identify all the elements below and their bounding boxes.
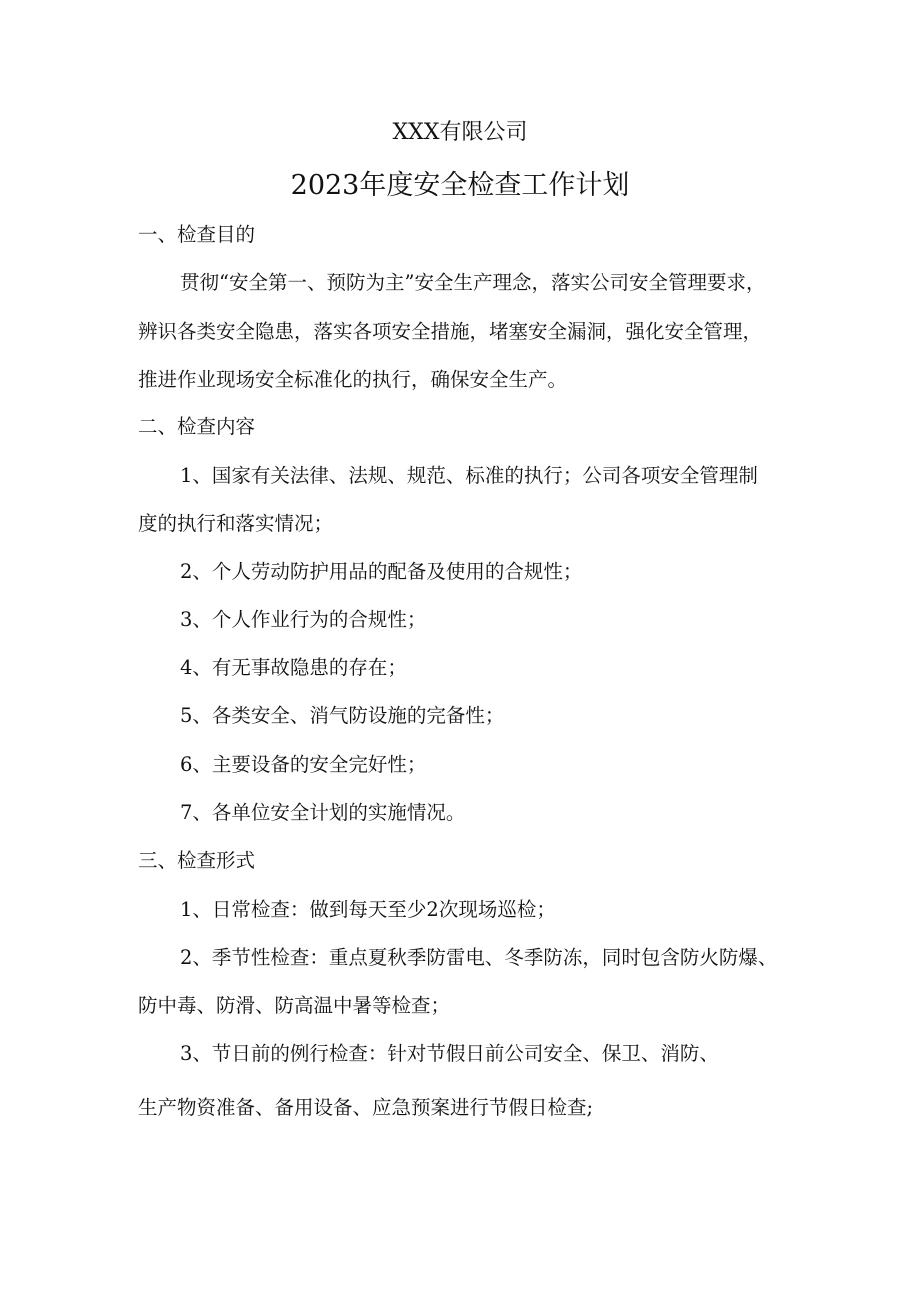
list-item: 3、个人作业行为的合规性； <box>180 608 427 631</box>
list-item: 1、日常检查：做到每天至少2次现场巡检； <box>180 898 556 921</box>
list-item: 2、个人劳动防护用品的配备及使用的合规性； <box>180 560 583 583</box>
paragraph-line: 辨识各类安全隐患，落实各项安全措施，堵塞安全漏洞，强化安全管理， <box>138 320 763 343</box>
document-title: 2023年度安全检查工作计划 <box>290 170 630 201</box>
paragraph-line: 推进作业现场安全标准化的执行，确保安全生产。 <box>138 368 568 391</box>
section-heading-purpose: 一、检查目的 <box>138 223 256 246</box>
list-item: 1、国家有关法律、法规、规范、标准的执行；公司各项安全管理制 <box>180 464 758 487</box>
list-item: 3、节日前的例行检查：针对节假日前公司安全、保卫、消防、 <box>180 1042 719 1065</box>
list-item: 2、季节性检查：重点夏秋季防雷电、冬季防冻，同时包含防火防爆、 <box>180 946 778 969</box>
paragraph-line: 贯彻“安全第一、预防为主”安全生产理念，落实公司安全管理要求， <box>180 271 766 294</box>
list-item: 4、有无事故隐患的存在； <box>180 656 407 679</box>
company-name: XXX有限公司 <box>392 120 528 145</box>
list-item-continuation: 度的执行和落实情况； <box>138 512 334 535</box>
section-heading-content: 二、检查内容 <box>138 415 256 438</box>
list-item-continuation: 防中毒、防滑、防高温中暑等检查； <box>138 994 451 1017</box>
section-heading-format: 三、检查形式 <box>138 849 256 872</box>
list-item: 6、主要设备的安全完好性； <box>180 753 427 776</box>
list-item: 7、各单位安全计划的实施情况。 <box>180 801 466 824</box>
list-item-continuation: 生产物资准备、备用设备、应急预案进行节假日检查; <box>138 1096 594 1119</box>
list-item: 5、各类安全、消气防设施的完备性； <box>180 704 505 727</box>
